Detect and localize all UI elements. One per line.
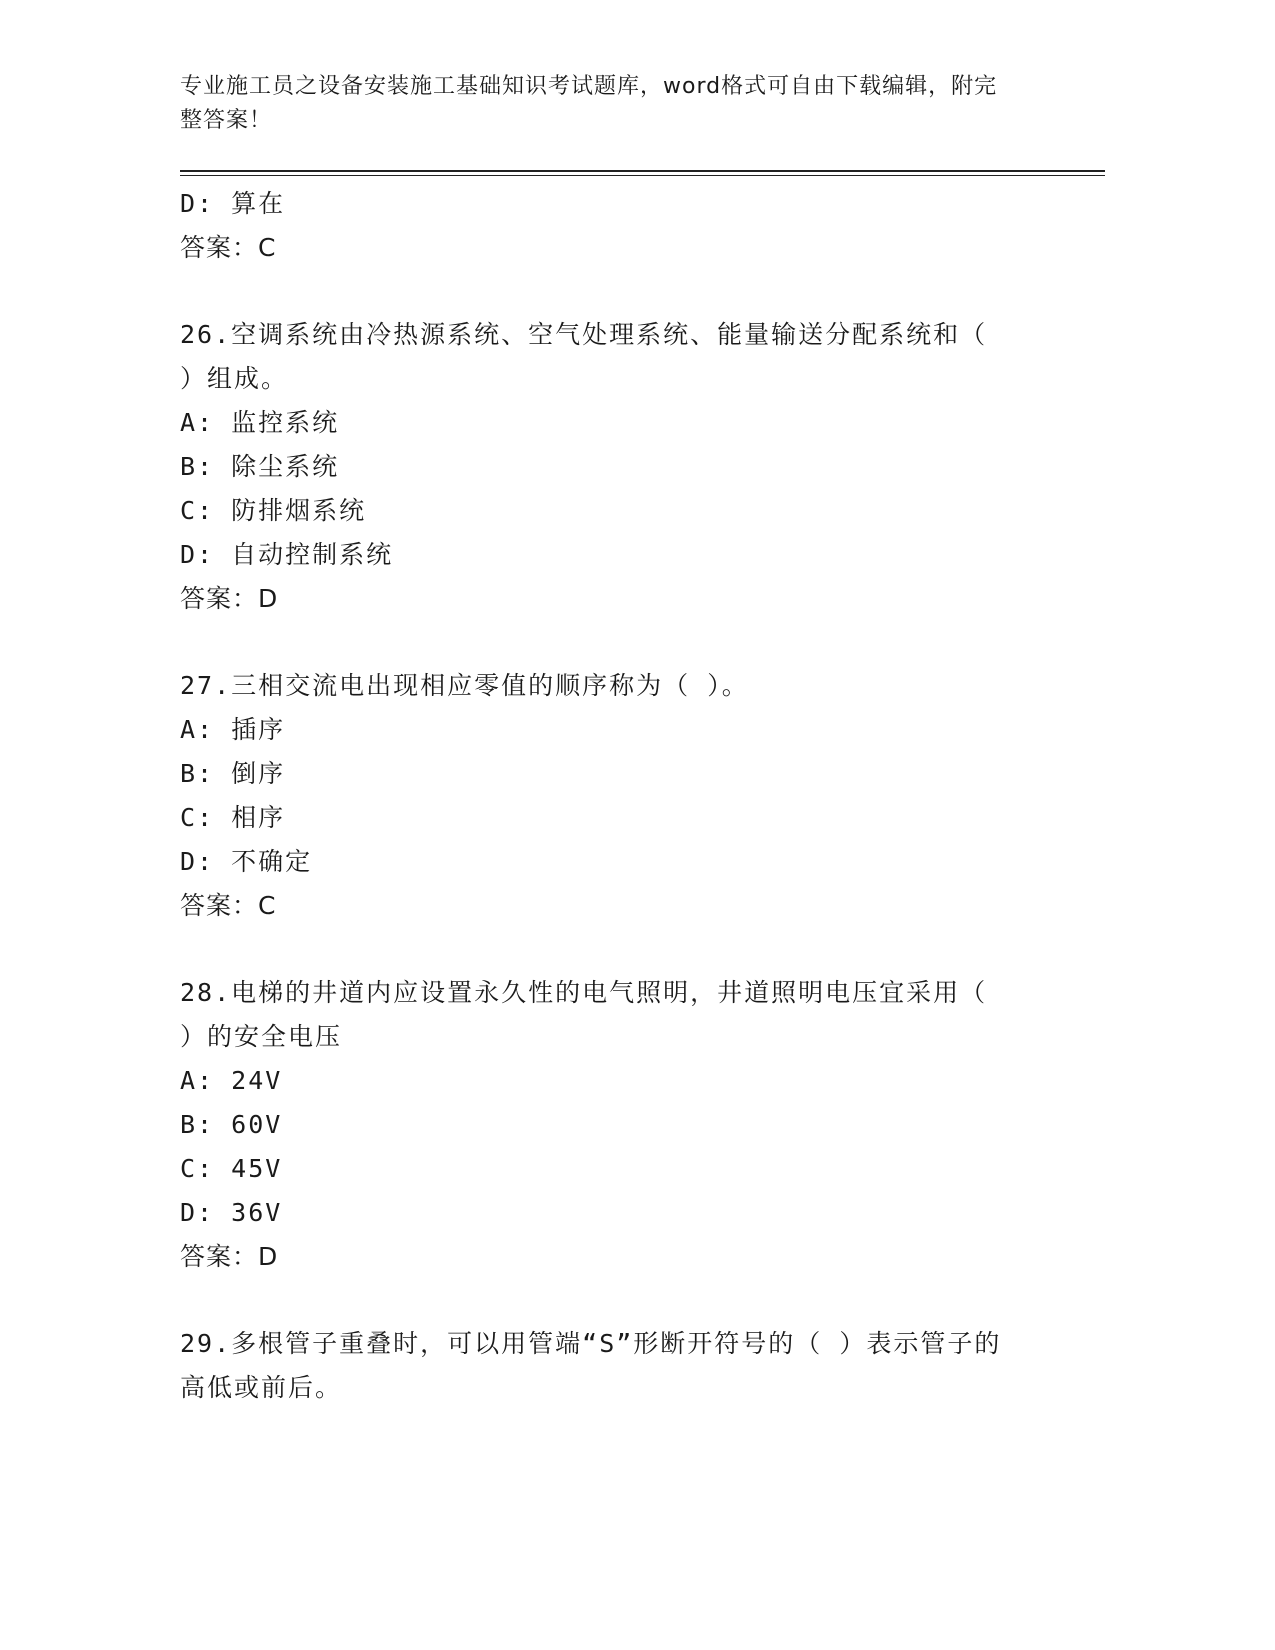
header-divider-thick bbox=[180, 170, 1105, 172]
question-28-option-b: B: 60V bbox=[180, 1110, 283, 1139]
header-line-2: 整答案！ bbox=[180, 108, 273, 133]
question-list bbox=[180, 182, 1080, 1410]
question-26-option-b: B: 除尘系统 bbox=[180, 452, 340, 481]
question-28-text-line-2: ）的安全电压 bbox=[180, 1022, 343, 1051]
question-28-option-d: D: 36V bbox=[180, 1198, 283, 1227]
question-26-option-d: D: 自动控制系统 bbox=[180, 540, 394, 569]
question-27-option-c: C: 相序 bbox=[180, 803, 286, 832]
question-27-answer: 答案：C bbox=[180, 891, 277, 920]
question-27-option-d: D: 不确定 bbox=[180, 847, 313, 876]
question-28-option-a: A: 24V bbox=[180, 1066, 283, 1095]
document-header bbox=[180, 70, 1040, 138]
spacer bbox=[180, 1279, 1080, 1322]
question-26-option-a: A: 监控系统 bbox=[180, 408, 340, 437]
question-29-text-line-1: 29.多根管子重叠时，可以用管端“S”形断开符号的（ ）表示管子的 bbox=[180, 1329, 1002, 1358]
spacer bbox=[180, 928, 1080, 971]
question-28-text-line-1: 28.电梯的井道内应设置永久性的电气照明，井道照明电压宜采用（ bbox=[180, 978, 988, 1007]
question-28-answer: 答案：D bbox=[180, 1242, 279, 1271]
header-line-1: 专业施工员之设备安装施工基础知识考试题库，word格式可自由下载编辑，附完 bbox=[180, 74, 998, 99]
spacer bbox=[180, 270, 1080, 313]
question-26-option-c: C: 防排烟系统 bbox=[180, 496, 367, 525]
question-27-option-a: A: 插序 bbox=[180, 715, 286, 744]
question-26-answer: 答案：D bbox=[180, 584, 279, 613]
question-26-text-line-2: ）组成。 bbox=[180, 364, 289, 393]
option-d: D: 算在 bbox=[180, 189, 286, 218]
spacer bbox=[180, 621, 1080, 664]
answer-line: 答案：C bbox=[180, 233, 277, 262]
question-29-text-line-2: 高低或前后。 bbox=[180, 1373, 343, 1402]
question-27-option-b: B: 倒序 bbox=[180, 759, 286, 788]
header-divider-thin bbox=[180, 175, 1105, 176]
question-28-option-c: C: 45V bbox=[180, 1154, 283, 1183]
question-26-text-line-1: 26.空调系统由冷热源系统、空气处理系统、能量输送分配系统和（ bbox=[180, 320, 988, 349]
question-27-text-line-1: 27.三相交流电出现相应零值的顺序称为（ ）。 bbox=[180, 671, 749, 700]
